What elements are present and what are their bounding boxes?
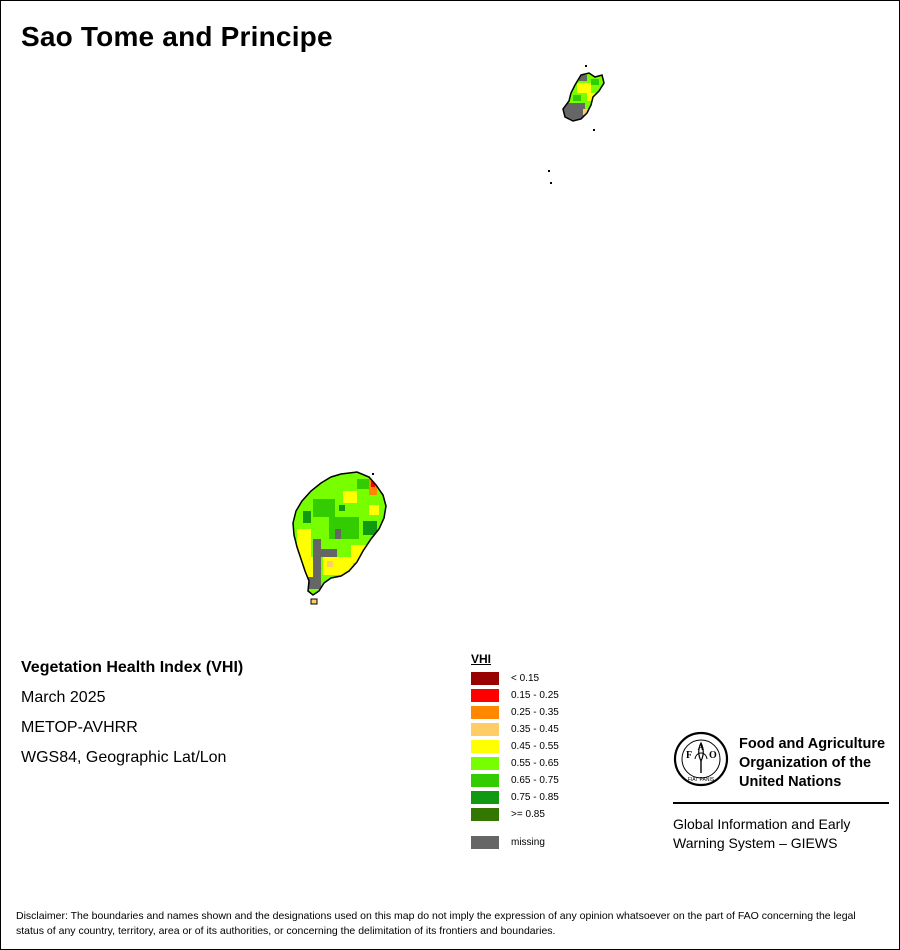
organization-name — [739, 735, 899, 792]
legend-row — [471, 670, 559, 687]
logo-letter: O — [709, 750, 717, 761]
projection-label: WGS84, Geographic Lat/Lon — [21, 749, 227, 766]
legend-swatch — [471, 791, 499, 804]
sensor-label: METOP-AVHRR — [21, 719, 138, 736]
divider — [673, 802, 889, 804]
program-name — [673, 815, 893, 853]
legend-row — [471, 755, 559, 772]
org-line: Organization of the — [739, 755, 872, 771]
legend-row — [471, 687, 559, 704]
vhi-legend — [471, 652, 559, 851]
legend-row — [471, 721, 559, 738]
index-name: Vegetation Health Index (VHI) — [21, 659, 244, 676]
legend-swatch — [471, 689, 499, 702]
legend-label: 0.35 - 0.45 — [511, 724, 559, 735]
legend-label: missing — [511, 837, 545, 848]
legend-label: 0.45 - 0.55 — [511, 741, 559, 752]
logo-letter: F — [686, 750, 693, 761]
legend-title: VHI — [471, 652, 492, 666]
period-label: March 2025 — [21, 689, 106, 706]
legend-label: 0.75 - 0.85 — [511, 792, 559, 803]
org-line: United Nations — [739, 774, 842, 790]
legend-label: 0.25 - 0.35 — [511, 707, 559, 718]
logo-motto: FIAT PANIS — [687, 777, 715, 783]
disclaimer-text: Disclaimer: The boundaries and names shown and the designations used on this map do not imply the expression of any opinion whatsoever on the part of FAO concerning the legal status of any country, territory, area or of its authorities, or concerning the delimitation of its frontiers and boundaries. — [16, 910, 856, 937]
legend-row — [471, 806, 559, 823]
legend-row — [471, 789, 559, 806]
legend-swatch — [471, 672, 499, 685]
legend-swatch — [471, 836, 499, 849]
fao-logo-icon — [673, 731, 729, 787]
legend-swatch — [471, 808, 499, 821]
logo-letter: A — [697, 742, 704, 752]
legend-row — [471, 772, 559, 789]
legend-row — [471, 704, 559, 721]
legend-swatch — [471, 706, 499, 719]
sao-tome-island — [293, 472, 386, 604]
legend-swatch — [471, 723, 499, 736]
program-line: Global Information and Early — [673, 816, 851, 832]
org-line: Food and Agriculture — [739, 736, 886, 752]
legend-label: < 0.15 — [511, 673, 540, 684]
legend-label: >= 0.85 — [511, 809, 545, 820]
program-line: Warning System – GIEWS — [673, 835, 838, 851]
map-info — [21, 657, 243, 777]
legend-row — [471, 738, 559, 755]
legend-swatch — [471, 774, 499, 787]
legend-swatch — [471, 740, 499, 753]
legend-label: 0.15 - 0.25 — [511, 690, 559, 701]
legend-row-missing — [471, 834, 559, 851]
legend-label: 0.55 - 0.65 — [511, 758, 559, 769]
map-canvas — [1, 1, 899, 949]
principe-island — [548, 65, 604, 184]
map-title: Sao Tome and Principe — [21, 21, 333, 52]
legend-swatch — [471, 757, 499, 770]
legend-label: 0.65 - 0.75 — [511, 775, 559, 786]
